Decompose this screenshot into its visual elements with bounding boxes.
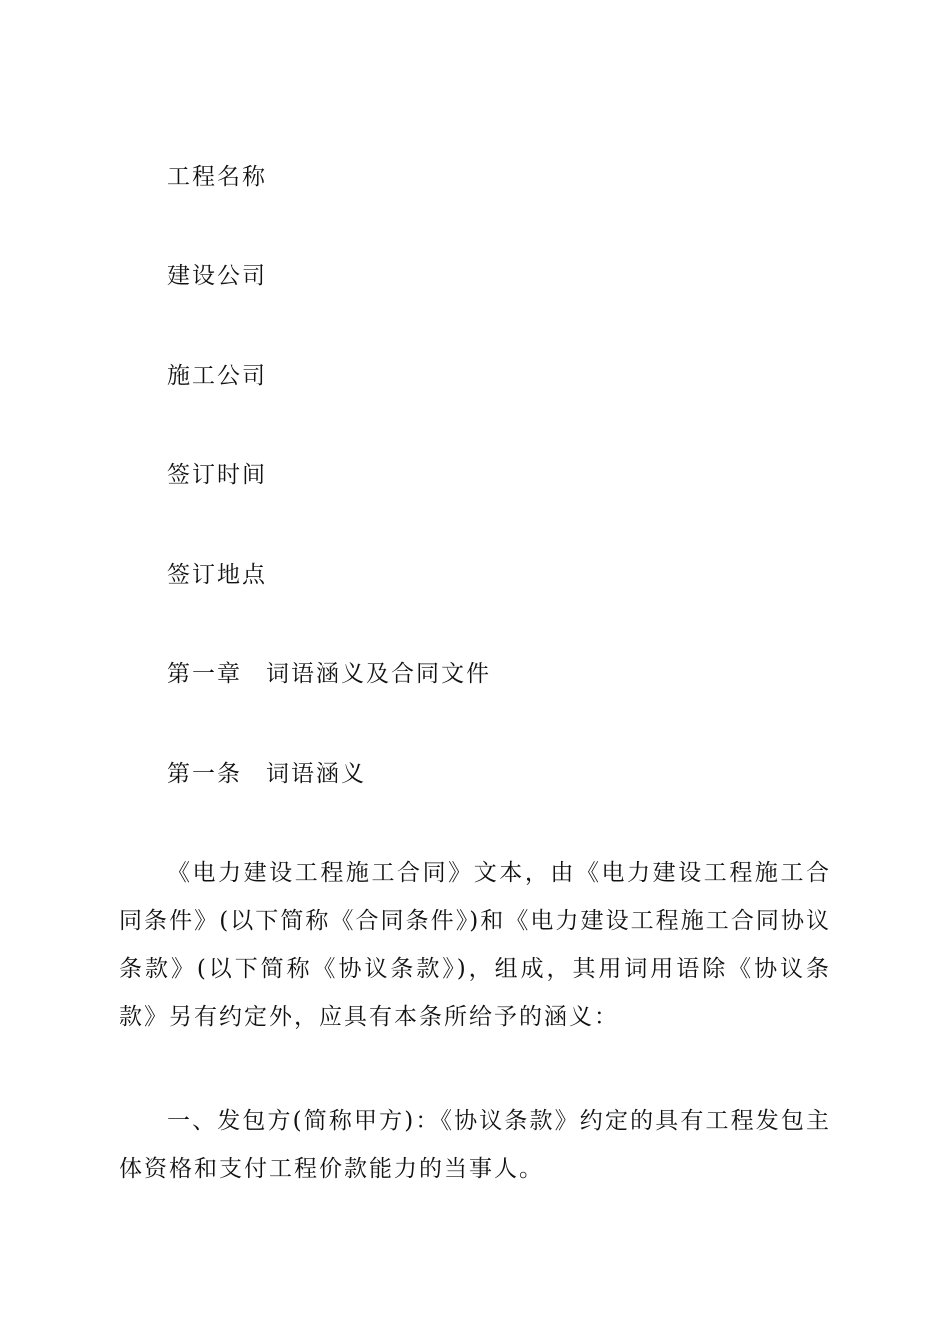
article-number: 第一条 <box>167 761 242 787</box>
project-name-label: 工程名称 <box>167 164 267 190</box>
signing-time-label: 签订时间 <box>167 462 267 488</box>
chapter-number: 第一章 <box>167 661 242 687</box>
intro-paragraph: 《电力建设工程施工合同》文本，由《电力建设工程施工合同条件》(以下简称《合同条件》)和《电力建设工程施工合同协议条款》(以下简称《协议条款》)，组成，其用词用语除《协议条款》另有约定外，应具有本条所给予的涵义： <box>119 860 831 1030</box>
chapter-title: 词语涵义及合同文件 <box>266 661 491 687</box>
signing-place-label: 签订地点 <box>167 562 267 588</box>
construction-company-label: 施工公司 <box>167 363 267 389</box>
article-title: 词语涵义 <box>266 761 366 787</box>
owner-company-label: 建设公司 <box>167 263 267 289</box>
definition-item-1: 一、发包方(简称甲方)：《协议条款》约定的具有工程发包主体资格和支付工程价款能力的当事人。 <box>119 1108 831 1182</box>
article-heading <box>167 759 366 789</box>
chapter-heading <box>167 659 491 689</box>
